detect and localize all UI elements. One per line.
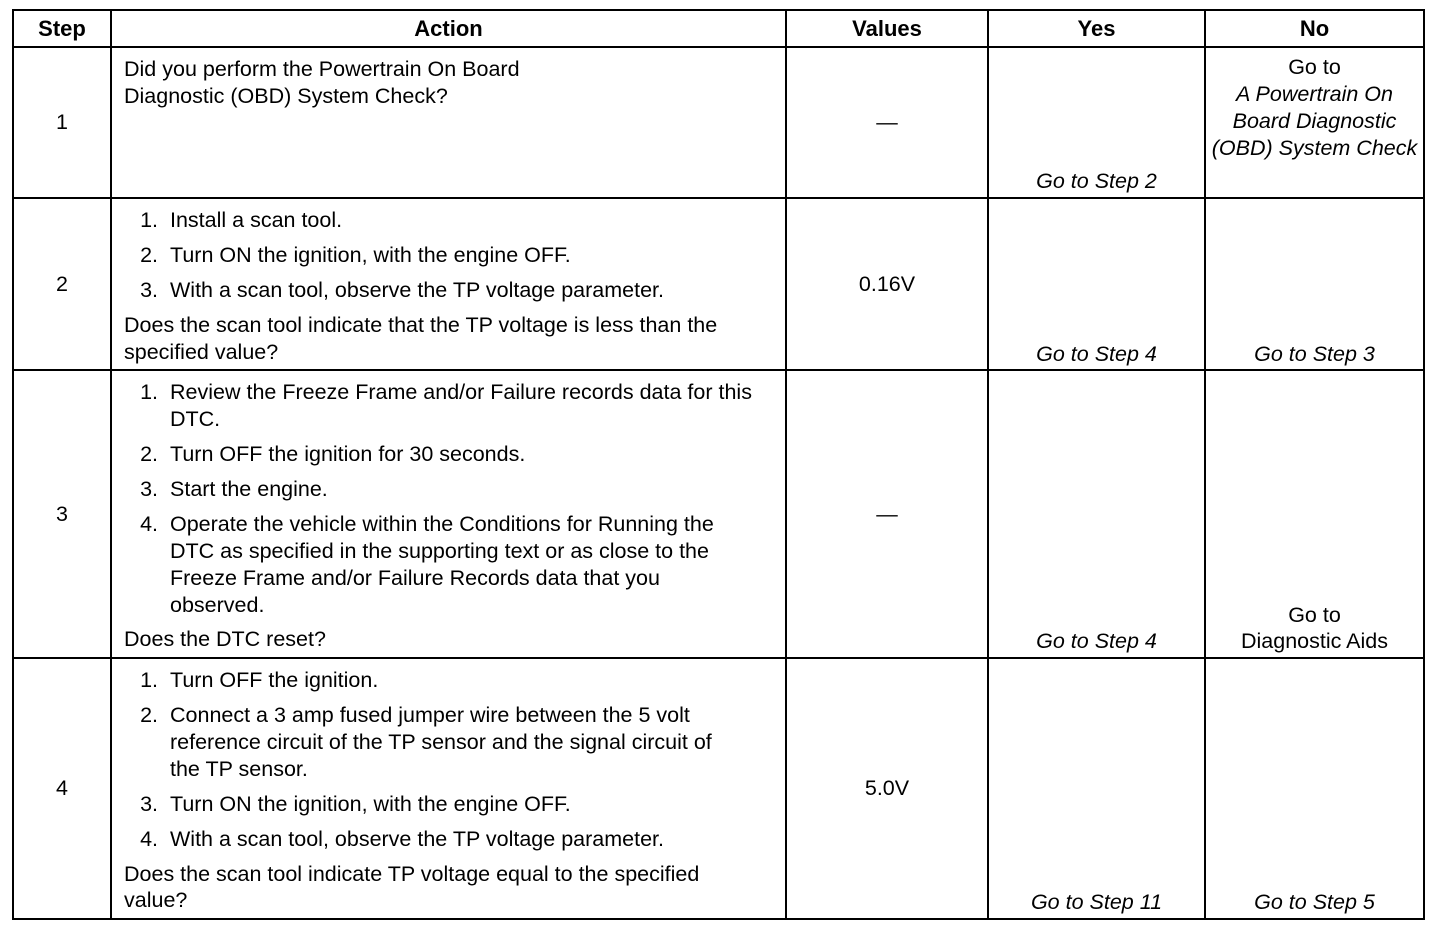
header-row — [13, 10, 1424, 47]
header-action: Action — [111, 10, 786, 47]
action-cell — [111, 370, 786, 658]
list-item: 3. Start the engine. — [140, 477, 328, 501]
list-item: 2. Turn OFF the ignition for 30 seconds. — [140, 442, 526, 467]
no-prefix: Go to — [1288, 55, 1341, 79]
no-link[interactable]: Go to Step 3 — [1205, 198, 1424, 370]
step-number: 4 — [13, 658, 111, 919]
value-cell: 0.16V — [786, 198, 988, 370]
list-item: 3. With a scan tool, observe the TP voltage parameter. — [140, 277, 664, 302]
action-cell — [111, 47, 786, 198]
no-link[interactable]: Diagnostic Aids — [1241, 629, 1388, 654]
action-question: Does the scan tool indicate TP voltage equal to the specified value? — [124, 861, 700, 913]
header-step: Step — [13, 10, 111, 47]
header-no: No — [1205, 10, 1424, 47]
no-cell — [1205, 370, 1424, 658]
action-question: Does the scan tool indicate that the TP voltage is less than the specified value? — [124, 312, 718, 364]
list-item: 1. Install a scan tool. — [140, 208, 343, 232]
action-list — [124, 667, 775, 852]
value-cell: — — [786, 370, 988, 658]
table-row — [13, 658, 1424, 919]
list-item: 1. Turn OFF the ignition. — [140, 668, 379, 693]
action-question: Does the DTC reset? — [124, 627, 326, 652]
yes-link[interactable]: Go to Step 2 — [988, 47, 1205, 198]
no-link[interactable]: A Powertrain On Board Diagnostic (OBD) System Check — [1211, 81, 1418, 160]
no-cell — [1205, 47, 1424, 198]
diagnostic-table — [12, 9, 1425, 920]
action-list — [124, 207, 775, 304]
action-text: Did you perform the Powertrain On Board Diagnostic (OBD) System Check? — [124, 57, 520, 108]
list-item: 4. Operate the vehicle within the Conditions for Running the DTC as specified in the supporting text or as close to the Freeze Frame and/or Failure Records data that you observed. — [140, 511, 714, 617]
yes-link[interactable]: Go to Step 11 — [988, 658, 1205, 919]
action-cell — [111, 658, 786, 919]
step-number: 3 — [13, 370, 111, 658]
action-list — [124, 379, 775, 618]
value-cell: — — [786, 47, 988, 198]
step-number: 1 — [13, 47, 111, 198]
yes-link[interactable]: Go to Step 4 — [988, 198, 1205, 370]
yes-link[interactable]: Go to Step 4 — [988, 370, 1205, 658]
action-cell — [111, 198, 786, 370]
header-values: Values — [786, 10, 988, 47]
table-row — [13, 198, 1424, 370]
step-number: 2 — [13, 198, 111, 370]
table-row — [13, 370, 1424, 658]
table-row — [13, 47, 1424, 198]
list-item: 4. With a scan tool, observe the TP voltage parameter. — [140, 826, 664, 851]
list-item: 2. Turn ON the ignition, with the engine OFF. — [140, 242, 571, 267]
no-prefix: Go to — [1288, 602, 1341, 627]
header-yes: Yes — [988, 10, 1205, 47]
value-cell: 5.0V — [786, 658, 988, 919]
no-link[interactable]: Go to Step 5 — [1205, 658, 1424, 919]
list-item: 2. Connect a 3 amp fused jumper wire between the 5 volt reference circuit of the TP sensor and the signal circuit of the TP sensor. — [140, 703, 712, 781]
list-item: 1. Review the Freeze Frame and/or Failure records data for this DTC. — [140, 380, 752, 432]
list-item: 3. Turn ON the ignition, with the engine OFF. — [140, 791, 571, 816]
